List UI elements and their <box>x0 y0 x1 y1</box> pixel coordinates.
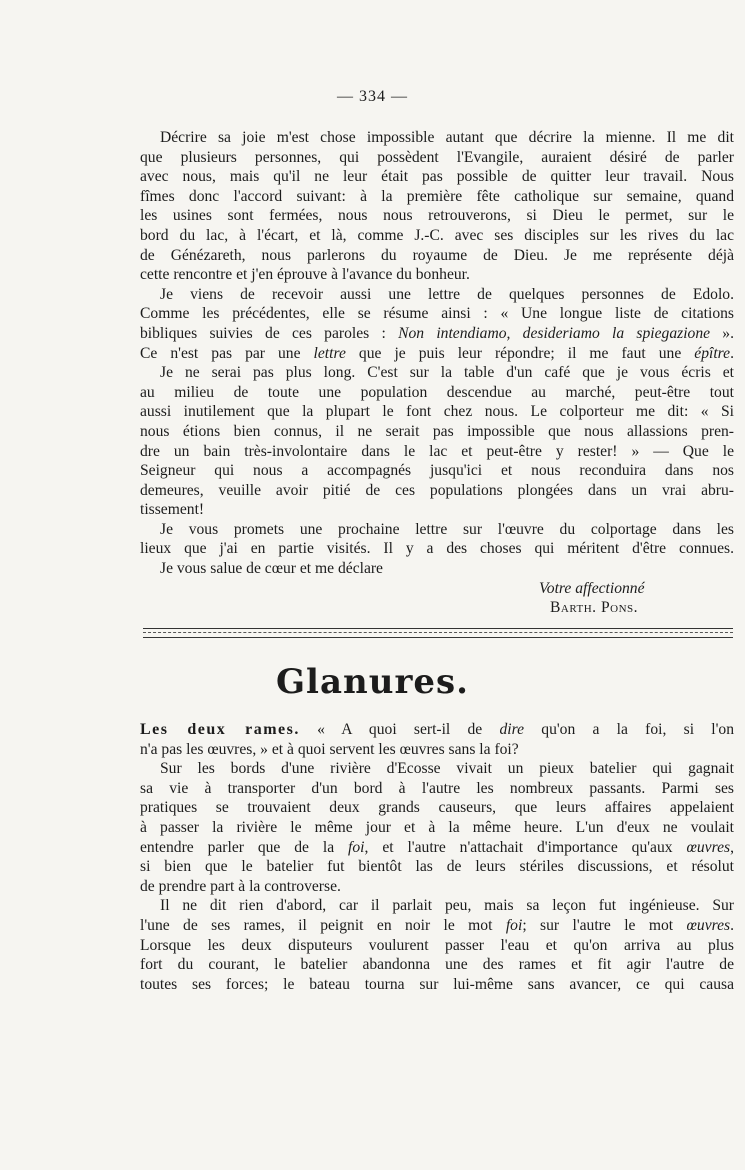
text-line: Je ne serai pas plus long. C'est sur la table d'un café que je vous écris et <box>160 364 734 382</box>
italic-text: œuvres <box>686 838 731 856</box>
text-line: Je viens de recevoir aussi une lettre de quelques personnes de Edolo. <box>160 285 734 303</box>
italic-text: épître <box>694 344 731 362</box>
letter-text <box>140 128 734 618</box>
italic-text: foi <box>348 838 365 856</box>
closing-formula: Votre affectionné <box>539 579 645 597</box>
text-line: fîmes donc l'accord suivant: à la première fête catholique sur semaine, quand <box>140 187 734 205</box>
page-number: — 334 — <box>337 88 408 105</box>
text-line: au milieu de toute une population descendue au marché, peut-être tout <box>140 383 734 401</box>
text-line: demeures, veuille avoir pitié de ces populations plongées dans un vrai abru- <box>140 481 734 499</box>
text-run: . <box>730 344 734 362</box>
text-run: Ce n'est pas par une <box>140 344 314 362</box>
text-line: de Génézareth, nous parlerons du royaume de Dieu. Je me représente déjà <box>140 246 734 264</box>
italic-text: Non intendiamo, desideriamo la spiegazione <box>398 324 711 342</box>
text-line: tissement! <box>140 501 205 519</box>
text-run: entendre parler que de la <box>140 838 349 856</box>
text-line <box>140 838 734 858</box>
text-run: l'une de ses rames, il peignit en noir le mot <box>140 916 506 934</box>
text-run: que je puis leur répondre; il me faut une <box>345 344 695 362</box>
text-line <box>140 344 734 364</box>
section-text <box>140 720 734 994</box>
italic-text: lettre <box>313 344 346 362</box>
text-line: Je vous promets une prochaine lettre sur l'œuvre du colportage dans les <box>160 520 734 538</box>
text-run: « A quoi sert-il de <box>299 721 500 738</box>
text-line: pratiques se trouvaient deux grands causeurs, que leurs affaires appelaient <box>140 799 734 817</box>
text-run: bibliques suivies de ces paroles : <box>140 324 399 342</box>
text-line: lieux que j'ai en partie visités. Il y a des choses qui méritent d'être connues. <box>140 540 734 558</box>
text-line: aussi inutilement que la plupart le font chez nous. Le colporteur me dit: « Si <box>140 403 734 421</box>
italic-text: foi <box>505 916 523 934</box>
italic-text: œuvres <box>686 916 731 934</box>
text-line: avec nous, mais qu'il ne leur était pas possible de quitter leur travail. Nous <box>140 168 734 186</box>
text-run: , <box>730 838 734 856</box>
text-run: . <box>730 916 734 934</box>
text-line: Seigneur qui nous a accompagnés jusqu'ici et nous reconduira dans nos <box>140 462 734 480</box>
text-line: de prendre part à la controverse. <box>140 877 341 895</box>
text-run: ; sur l'autre le mot <box>522 916 687 934</box>
text-line: Je vous salue de cœur et me déclare <box>160 560 383 578</box>
text-run: ». <box>710 324 734 342</box>
text-line: Sur les bords d'une rivière d'Ecosse vivait un pieux batelier qui gagnait <box>160 760 734 778</box>
text-line: Comme les précédentes, elle se résume ainsi : « Une longue liste de citations <box>140 305 734 323</box>
text-line <box>140 324 734 344</box>
signature: Barth. Pons. <box>550 599 639 617</box>
text-line: Il ne dit rien d'abord, car il parlait peu, mais sa leçon fut ingénieuse. Sur <box>160 897 734 915</box>
section-divider <box>143 628 733 638</box>
text-line: n'a pas les œuvres, » et à quoi servent les œuvres sans la foi? <box>140 740 519 758</box>
text-run: qu'on a la foi, si l'on <box>524 721 734 738</box>
text-line: si bien que le batelier fut bientôt las de leurs stériles discussions, et résolut <box>140 858 734 876</box>
text-line: fort du courant, le batelier abandonna une des rames et fit agir l'autre de <box>140 956 734 974</box>
text-line: à passer la rivière le même jour et à la même heure. L'un d'eux ne voulait <box>140 818 734 836</box>
text-line <box>140 720 734 740</box>
text-line: Décrire sa joie m'est chose impossible autant que décrire la mienne. Il me dit <box>160 129 734 146</box>
text-line: que plusieurs personnes, qui possèdent l'Evangile, auraient désiré de parler <box>140 148 734 166</box>
text-line: nous étions bien connus, il ne serait pas impossible que nous allassions pren- <box>140 422 734 440</box>
text-line: cette rencontre et j'en éprouve à l'avance du bonheur. <box>140 266 470 284</box>
text-line: bord du lac, à l'écart, et là, comme J.-C. avec ses disciples sur les rives du lac <box>140 226 734 244</box>
text-line: dre un bain très-involontaire dans le lac et peut-être y rester! » — Que le <box>140 442 734 460</box>
subsection-title: Les deux rames. <box>140 721 300 738</box>
text-run: , et l'autre n'attachait d'importance qu'aux <box>364 838 687 856</box>
text-line: sa vie à transporter d'un bord à l'autre les nombreux passants. Parmi ses <box>140 779 734 797</box>
text-line <box>140 916 734 936</box>
text-line: Lorsque les deux disputeurs voulurent passer l'eau et qu'on arriva au plus <box>140 936 734 954</box>
italic-text: dire <box>499 721 525 738</box>
text-line: les usines sont fermées, nous nous retrouverons, si Dieu le permet, sur le <box>140 207 734 225</box>
section-title: Glanures. <box>276 662 469 702</box>
text-line: toutes ses forces; le bateau tourna sur lui-même sans avancer, ce qui causa <box>140 975 734 993</box>
